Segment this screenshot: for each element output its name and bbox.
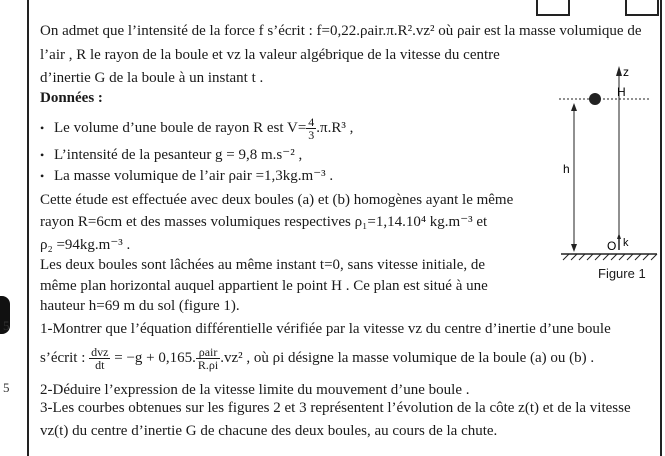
q1-start: s’écrit : (40, 349, 90, 366)
para3-line1: Les deux boules sont lâchées au même instant t=0, sans vitesse initiale, de (40, 257, 486, 273)
label-k: k (623, 237, 629, 249)
label-H: H (617, 85, 626, 99)
question3-line1: 3-Les courbes obtenues sur les figures 2 et 3 représentent l’évolution de la côte z(t) et de la vitesse (40, 400, 631, 416)
frac-den: 3 (308, 128, 315, 142)
bullet-gravity (40, 146, 302, 164)
question3-line2: vz(t) du centre d’inertie G de chacune des deux boules, au cours de la chute. (40, 423, 498, 439)
k-vector-arrow (617, 233, 621, 239)
question2: 2-Déduire l’expression de la vitesse limite du mouvement d’une boule . (40, 382, 470, 398)
para1-line3: d’inertie G de la boule à un instant t . (40, 70, 264, 86)
para3-line2: même plan horizontal auquel appartient le point H . Ce plan est situé à une (40, 278, 488, 294)
right-margin-line (660, 0, 662, 456)
para1-line1: On admet que l’intensité de la force f s’écrit : f=0,22.ρair.π.R².vz² où ρair est la masse volumique de (40, 23, 642, 39)
fraction-4-3 (306, 116, 316, 141)
para3-line3: hauteur h=69 m du sol (figure 1). (40, 298, 240, 314)
question1-line1: 1-Montrer que l’équation différentielle vérifiée par la vitesse vz du centre d’inertie d’une boule (40, 321, 611, 337)
fraction-rho (196, 346, 220, 371)
frac-num: ρair (196, 346, 220, 359)
bullet-icon: • (40, 148, 45, 162)
para2-line2: rayon R=6cm et des masses volumiques respectives ρ₁=1,14.10⁴ kg.m⁻³ et (40, 214, 488, 230)
top-box-2 (625, 0, 659, 16)
frac-num: dvz (91, 345, 109, 359)
bullet3-text: La masse volumique de l’air ρair =1,3kg.m⁻³ . (54, 168, 334, 184)
frac-den: R.ρi (197, 358, 219, 372)
frac-den: dt (95, 358, 105, 372)
bullet-air (40, 167, 333, 185)
bullet-icon: • (40, 120, 45, 135)
top-box-1 (536, 0, 570, 16)
height-arrow-top (571, 103, 577, 111)
bullet1-end: .π.R³ , (316, 119, 354, 136)
q1-end: .vz² , où ρi désigne la masse volumique de la boule (a) ou (b) . (220, 349, 595, 366)
margin-mark-q1: 5 (3, 318, 10, 333)
bullet-icon: • (40, 169, 45, 183)
fraction-dvz-dt (89, 346, 110, 371)
height-arrow-bottom (571, 244, 577, 252)
frac-num: 4 (308, 115, 315, 129)
para2-line1: Cette étude est effectuée avec deux boules (a) et (b) homogènes ayant le même (40, 192, 514, 208)
figure-caption: Figure 1 (598, 266, 646, 281)
bullet1-text: Le volume d’une boule de rayon R est V= (54, 119, 307, 136)
figure-1-diagram (557, 62, 660, 287)
para2-line3: ρ₂ =94kg.m⁻³ . (40, 237, 131, 253)
question1-line2 (40, 346, 594, 371)
label-z: z (623, 65, 629, 79)
q1-mid: = −g + 0,165. (110, 349, 196, 366)
bullet2-text: L’intensité de la pesanteur g = 9,8 m.s⁻² , (54, 147, 303, 163)
bullet-volume (40, 116, 353, 141)
ball-icon (589, 93, 601, 105)
margin-mark-q2: 5 (3, 380, 10, 395)
z-axis-arrow (616, 66, 622, 76)
ground-hatching (563, 254, 657, 260)
para1-line2: l’air , R le rayon de la boule et vz la valeur algébrique de la vitesse du centre (40, 47, 500, 63)
label-h: h (563, 162, 570, 176)
donnees-title: Données : (40, 90, 103, 106)
left-margin-line (27, 0, 29, 456)
label-O: O (607, 239, 617, 253)
